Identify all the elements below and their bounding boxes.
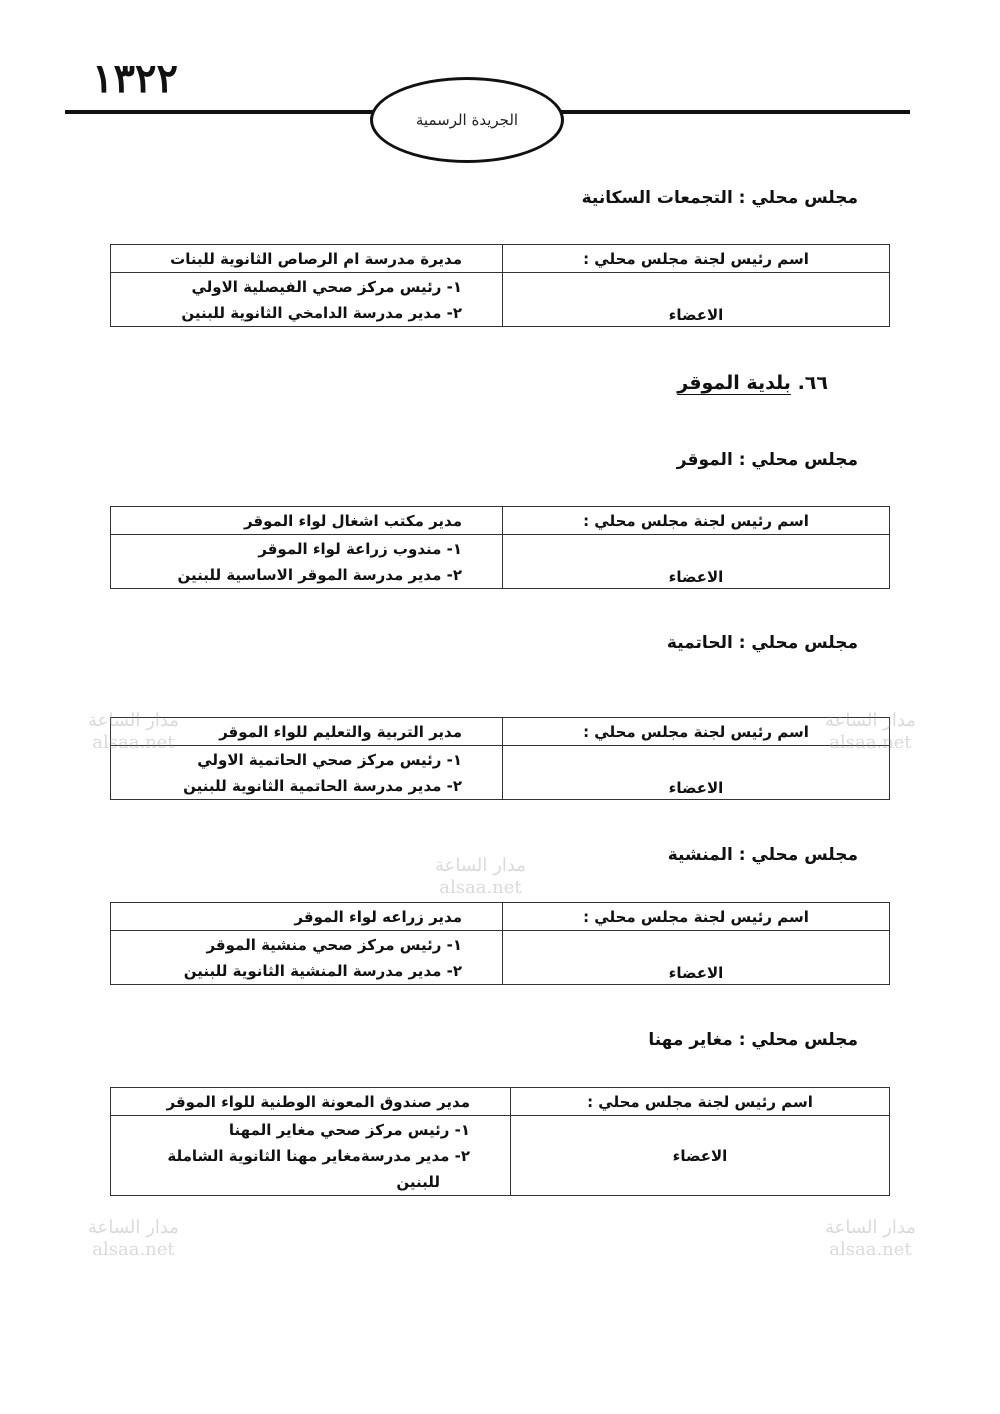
members-label: الاعضاء [503, 535, 890, 589]
chair-label: اسم رئيس لجنة مجلس محلي : [503, 507, 890, 535]
member-item: ١- رئيس مركز صحي مغاير المهنا [228, 1120, 470, 1139]
gazette-title: الجريدة الرسمية [415, 111, 519, 129]
council-heading: مجلس محلي : المنشية [667, 845, 858, 865]
members-label: الاعضاء [503, 746, 890, 800]
council-table [110, 902, 890, 985]
chair-label: اسم رئيس لجنة مجلس محلي : [503, 718, 890, 746]
watermark: مدار الساعة alsaa.net [825, 1217, 916, 1260]
section-number: ٦٦. [797, 372, 828, 394]
members-list [111, 535, 503, 589]
page-number: ١٣٢٢ [92, 55, 178, 102]
watermark: مدار الساعة alsaa.net [88, 1217, 179, 1260]
chair-label: اسم رئيس لجنة مجلس محلي : [511, 1088, 890, 1116]
watermark: مدار الساعة alsaa.net [435, 855, 526, 898]
members-list [111, 273, 503, 327]
chair-value: مدير مكتب اشغال لواء الموقر [111, 507, 503, 535]
members-label: الاعضاء [511, 1116, 890, 1196]
member-item: للبنين [396, 1172, 440, 1191]
council-table [110, 1087, 890, 1196]
members-label: الاعضاء [503, 273, 890, 327]
council-heading: مجلس محلي : الحاتمية [666, 633, 858, 653]
gazette-title-oval [370, 77, 564, 163]
member-item: ٢- مدير مدرسةمغاير مهنا الثانوية الشاملة [167, 1146, 470, 1165]
watermark: مدار الساعة alsaa.net [88, 710, 179, 753]
member-item: ٢- مدير مدرسة الحاتمية الثانوية للبنين [183, 776, 462, 795]
member-item: ٢- مدير مدرسة الموقر الاساسية للبنين [177, 565, 462, 584]
council-heading: مجلس محلي : مغاير مهنا [648, 1030, 858, 1050]
member-item: ١- رئيس مركز صحي منشية الموقر [206, 935, 462, 954]
chair-value: مدير صندوق المعونة الوطنية للواء الموقر [111, 1088, 511, 1116]
members-list [111, 1116, 511, 1196]
member-item: ٢- مدير مدرسة الدامخي الثانوية للبنين [181, 303, 462, 322]
chair-value: مدير التربية والتعليم للواء الموقر [111, 718, 503, 746]
members-label: الاعضاء [503, 931, 890, 985]
member-item: ١- رئيس مركز صحي الفيصلية الاولي [191, 277, 462, 296]
council-table [110, 506, 890, 589]
council-table [110, 244, 890, 327]
section-title [677, 372, 828, 394]
council-table [110, 717, 890, 800]
members-list [111, 931, 503, 985]
member-item: ١- رئيس مركز صحي الحاتمية الاولي [197, 750, 462, 769]
section-name: بلدية الموقر [677, 372, 791, 394]
chair-label: اسم رئيس لجنة مجلس محلي : [503, 245, 890, 273]
council-heading: مجلس محلي : التجمعات السكانية [581, 188, 858, 208]
member-item: ٢- مدير مدرسة المنشية الثانوية للبنين [183, 961, 462, 980]
chair-value: مدير زراعه لواء الموقر [111, 903, 503, 931]
chair-value: مديرة مدرسة ام الرصاص الثانوية للبنات [111, 245, 503, 273]
chair-label: اسم رئيس لجنة مجلس محلي : [503, 903, 890, 931]
council-heading: مجلس محلي : الموقر [676, 450, 858, 470]
member-item: ١- مندوب زراعة لواء الموقر [258, 539, 462, 558]
watermark: مدار الساعة alsaa.net [825, 710, 916, 753]
